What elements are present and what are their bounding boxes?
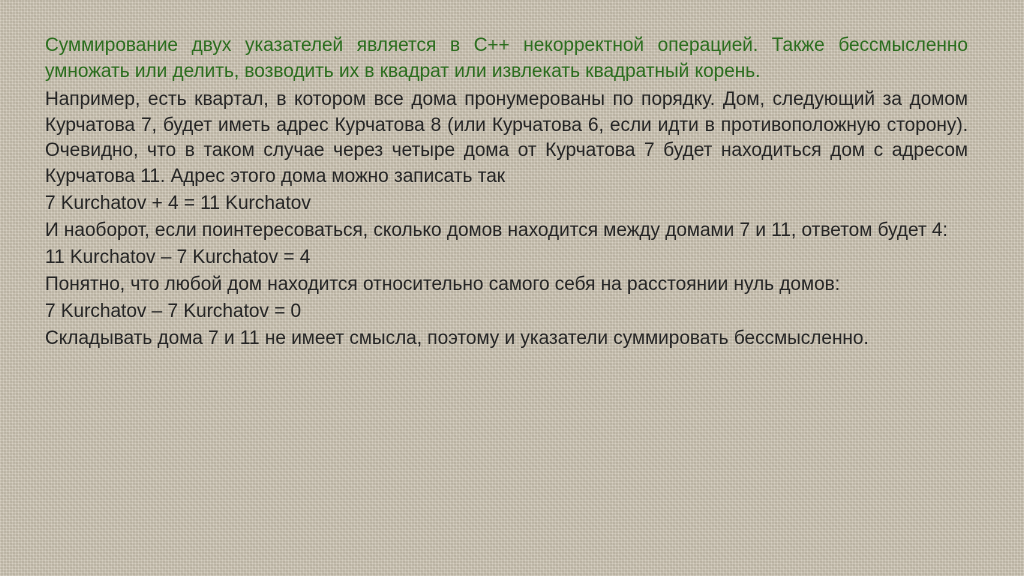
formula-zero: 7 Kurchatov – 7 Kurchatov = 0 — [45, 300, 302, 322]
example-paragraph: Например, есть квартал, в котором все дома пронумерованы по порядку. Дом, следующий за домом Курчатова 7, будет иметь адрес Курчатова 8 (или Курчатова 6, если идти в противоположную сторону). Очевидно, что в таком случае через четыре дома от Курчатова 7 будет находиться дом с адресом Курчатова 11. Адрес этого дома можно записать так — [45, 89, 968, 187]
intro-paragraph: Суммирование двух указателей является в С++ некорректной операцией. Также бессмысленно умножать или делить, возводить их в квадрат или извлекать квадратный корень. — [45, 35, 968, 82]
reverse-paragraph: И наоборот, если поинтересоваться, сколько домов находится между домами 7 и 11, ответом будет 4: — [45, 219, 948, 241]
self-distance-paragraph: Понятно, что любой дом находится относительно самого себя на расстоянии нуль домов: — [45, 273, 841, 295]
formula-addition: 7 Kurchatov + 4 = 11 Kurchatov — [45, 192, 311, 214]
conclusion-paragraph: Складывать дома 7 и 11 не имеет смысла, поэтому и указатели суммировать бессмысленно. — [45, 327, 869, 349]
formula-subtraction: 11 Kurchatov – 7 Kurchatov = 4 — [45, 246, 311, 268]
slide-content — [45, 33, 968, 353]
